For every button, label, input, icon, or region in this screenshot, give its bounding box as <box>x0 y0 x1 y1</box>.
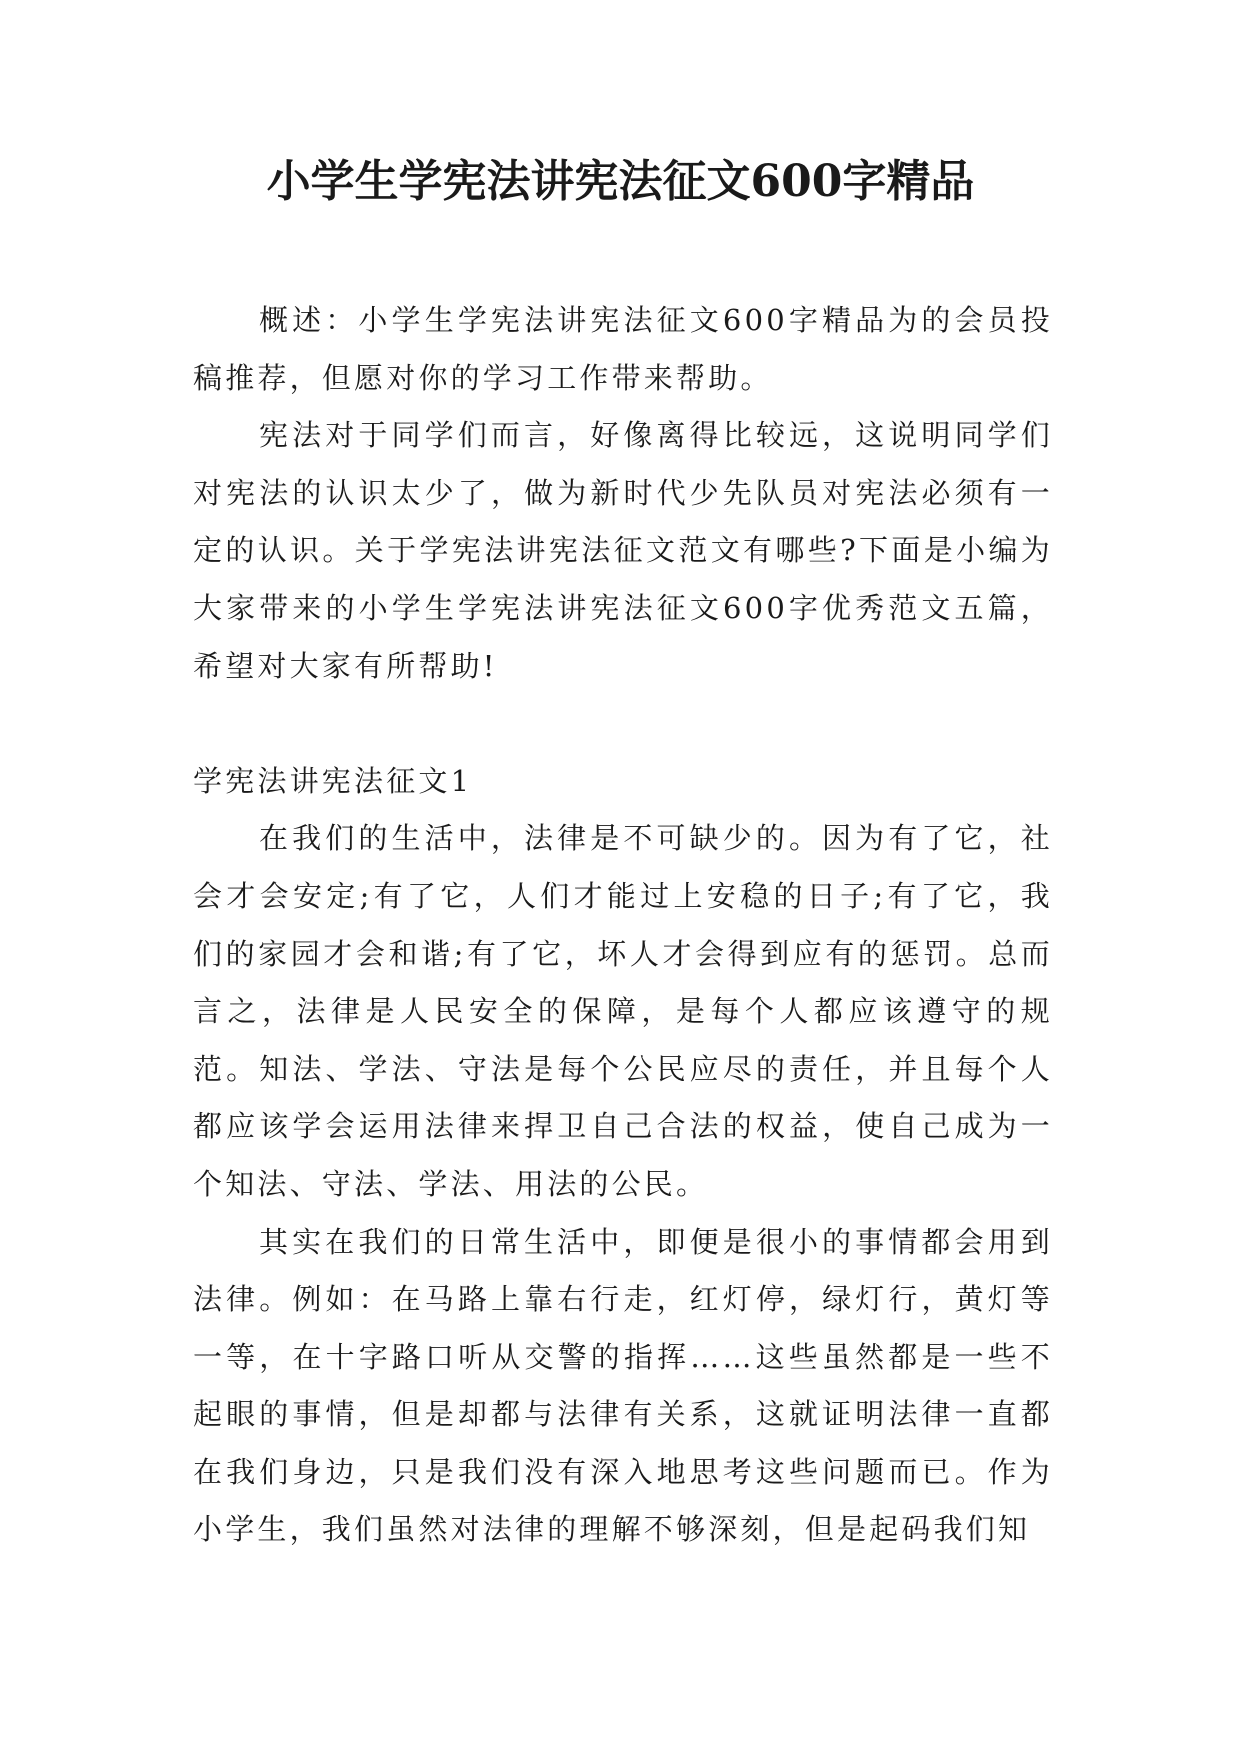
summary-paragraph: 概述：小学生学宪法讲宪法征文600字精品为的会员投稿推荐，但愿对你的学习工作带来帮助。 <box>193 303 1053 395</box>
intro-paragraph: 宪法对于同学们而言，好像离得比较远，这说明同学们对宪法的认识太少了，做为新时代少先队员对宪法必须有一定的认识。关于学宪法讲宪法征文范文有哪些?下面是小编为大家带来的小学生学宪法讲宪法征文600字优秀范文五篇，希望对大家有所帮助! <box>193 418 1053 683</box>
body-paragraph: 在我们的生活中，法律是不可缺少的。因为有了它，社会才会安定;有了它，人们才能过上安稳的日子;有了它，我们的家园才会和谐;有了它，坏人才会得到应有的惩罚。总而言之，法律是人民安全的保障，是每个人都应该遵守的规范。知法、学法、守法是每个公民应尽的责任，并且每个人都应该学会运用法律来捍卫自己合法的权益，使自己成为一个知法、守法、学法、用法的公民。 <box>193 821 1053 1201</box>
document-title: 小学生学宪法讲宪法征文600字精品 <box>266 156 975 207</box>
document-body <box>193 292 1053 1559</box>
section-heading: 学宪法讲宪法征文1 <box>193 763 473 798</box>
body-paragraph: 其实在我们的日常生活中，即便是很小的事情都会用到法律。例如：在马路上靠右行走，红灯停，绿灯行，黄灯等一等，在十字路口听从交警的指挥……这些虽然都是一些不起眼的事情，但是却都与法律有关系，这就证明法律一直都在我们身边，只是我们没有深入地思考这些问题而已。作为小学生，我们虽然对法律的理解不够深刻，但是起码我们知 <box>193 1224 1053 1547</box>
